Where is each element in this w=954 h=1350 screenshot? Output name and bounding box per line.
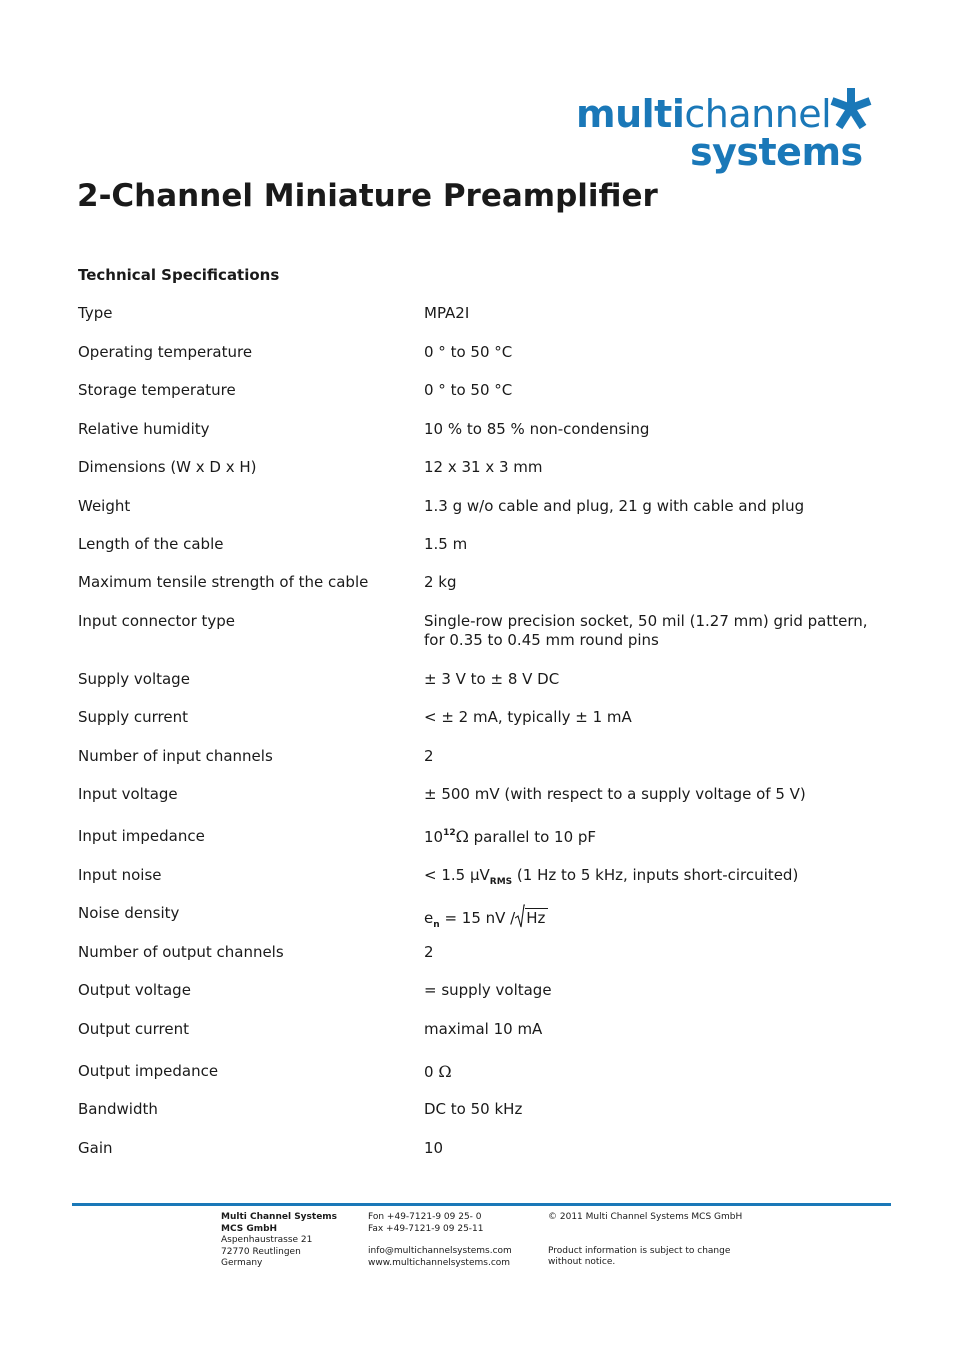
footer-email-link[interactable]: info@multichannelsystems.com xyxy=(368,1246,512,1256)
spec-value: 1.5 m xyxy=(424,535,468,553)
footer-legal xyxy=(548,1212,742,1269)
spec-label: Output voltage xyxy=(78,981,191,999)
document-title: 2-Channel Miniature Preamplifier xyxy=(77,178,658,214)
spec-label: Maximum tensile strength of the cable xyxy=(78,573,369,591)
value-base: 0 xyxy=(424,1063,439,1081)
spec-value: 10 xyxy=(424,1139,444,1157)
spec-label: Dimensions (W x D x H) xyxy=(78,458,257,476)
value-pre: < 1.5 µV xyxy=(424,866,490,884)
spec-label: Noise density xyxy=(78,904,180,922)
spec-label: Weight xyxy=(78,497,131,515)
footer-website-link[interactable]: www.multichannelsystems.com xyxy=(368,1257,511,1268)
spec-value: 0 ° to 50 °C xyxy=(424,343,513,361)
spec-value: 2 xyxy=(424,747,434,765)
value-pre: e xyxy=(424,909,434,927)
spec-label: Length of the cable xyxy=(78,535,224,553)
spec-label: Relative humidity xyxy=(78,420,210,438)
spec-label: Type xyxy=(78,304,113,322)
value-base: 10 xyxy=(424,828,444,846)
spec-value: 12 x 31 x 3 mm xyxy=(424,458,543,476)
spec-value: 0 ° to 50 °C xyxy=(424,381,513,399)
footer-address xyxy=(221,1212,337,1270)
spec-value: = supply voltage xyxy=(424,981,552,999)
spec-value: 10 % to 85 % non-condensing xyxy=(424,420,650,438)
footer-divider xyxy=(72,1203,891,1206)
ohm-symbol: Ω xyxy=(455,827,469,846)
spec-label: Input connector type xyxy=(78,612,236,630)
value-rest: parallel to 10 pF xyxy=(468,828,597,846)
spec-value: 2 xyxy=(424,943,434,961)
square-root-icon xyxy=(515,904,525,928)
footer-street: Aspenhaustrasse 21 xyxy=(221,1235,313,1245)
value-subscript: RMS xyxy=(489,877,513,887)
spec-value: < ± 2 mA, typically ± 1 mA xyxy=(424,708,632,726)
spec-label: Operating temperature xyxy=(78,343,253,361)
value-exponent: 12 xyxy=(443,828,456,838)
value-subscript: n xyxy=(433,920,440,930)
value-rest: (1 Hz to 5 kHz, inputs short-circuited) xyxy=(512,866,799,884)
logo-multi-text: multi xyxy=(576,92,685,136)
spec-label: Bandwidth xyxy=(78,1100,158,1118)
spec-label: Supply current xyxy=(78,708,188,726)
spec-value: maximal 10 mA xyxy=(424,1020,543,1038)
spec-label: Input noise xyxy=(78,866,162,884)
spec-value xyxy=(424,866,878,885)
spec-value: DC to 50 kHz xyxy=(424,1100,523,1118)
spec-label: Number of input channels xyxy=(78,747,273,765)
section-heading: Technical Specifications xyxy=(78,266,280,284)
spec-label: Storage temperature xyxy=(78,381,236,399)
spec-label: Supply voltage xyxy=(78,670,190,688)
footer-notice-line-1: Product information is subject to change xyxy=(548,1245,731,1256)
footer-company-2: MCS GmbH xyxy=(221,1223,278,1234)
spec-label: Gain xyxy=(78,1139,113,1157)
spec-value-line-1: Single-row precision socket, 50 mil (1.27 mm) grid pattern, xyxy=(424,612,868,630)
spec-value: ± 3 V to ± 8 V DC xyxy=(424,670,560,688)
ohm-symbol: Ω xyxy=(438,1062,452,1081)
spec-value xyxy=(424,904,878,928)
spec-label: Output current xyxy=(78,1020,189,1038)
footer-country: Germany xyxy=(221,1258,263,1268)
spec-value: 2 kg xyxy=(424,573,457,591)
spec-value: ± 500 mV (with respect to a supply voltage of 5 V) xyxy=(424,785,806,803)
spec-value xyxy=(424,827,878,847)
spec-value xyxy=(424,612,878,650)
spec-label: Input impedance xyxy=(78,827,205,845)
logo-systems-text: systems xyxy=(690,130,863,174)
spec-value: 1.3 g w/o cable and plug, 21 g with cable and plug xyxy=(424,497,805,515)
spec-label: Input voltage xyxy=(78,785,178,803)
spec-label: Number of output channels xyxy=(78,943,284,961)
logo-channel-text: channel xyxy=(684,92,832,136)
footer-company: Multi Channel Systems xyxy=(221,1212,338,1222)
footer-fax: Fax +49-7121-9 09 25-11 xyxy=(368,1223,484,1234)
footer-notice-line-2: without notice. xyxy=(548,1257,616,1267)
company-logo xyxy=(576,86,876,178)
footer-contact xyxy=(368,1212,512,1269)
footer-phone: Fon +49-7121-9 09 25- 0 xyxy=(368,1212,482,1222)
asterisk-logo-icon xyxy=(830,86,872,130)
spec-value-line-2: for 0.35 to 0.45 mm round pins xyxy=(424,631,659,649)
value-radicand: Hz xyxy=(525,908,548,927)
footer-copyright: © 2011 Multi Channel Systems MCS GmbH xyxy=(548,1212,743,1222)
spec-label: Output impedance xyxy=(78,1062,219,1080)
value-mid: = 15 nV / xyxy=(444,909,516,927)
spec-value xyxy=(424,1062,878,1082)
footer-city: 72770 Reutlingen xyxy=(221,1246,301,1257)
spec-value: MPA2I xyxy=(424,304,470,322)
